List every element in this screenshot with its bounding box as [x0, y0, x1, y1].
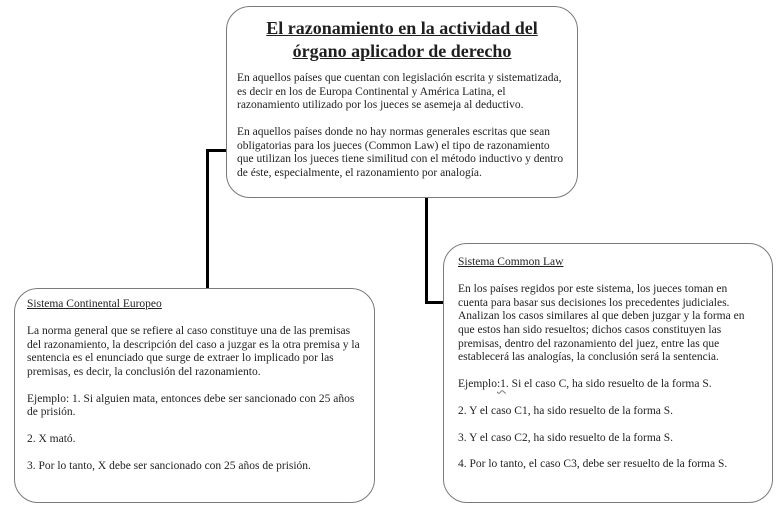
left-box-example-line-1: Ejemplo: 1. Si alguien mata, entonces debe ser sancionado con 25 años de prisión. — [27, 392, 355, 419]
right-box-example-line-4: 4. Por lo tanto, el caso C3, debe ser resuelto de la forma S. — [458, 458, 728, 471]
connector-right-elbow-vertical — [425, 196, 428, 304]
top-box-paragraph-1: En aquellos países que cuentan con legislación escrita y sistematizada, es decir en los de Europa Continental y América Latina, el razonamiento utilizado por los jueces se asemeja al deductivo. — [237, 71, 562, 112]
right-box-paragraph: En los países regidos por este sistema, los jueces toman en cuenta para basar sus decisiones los precedentes judiciales. Analizan los casos similares al que deben juzgar y la forma en que estos han sido resueltos; dichos casos constituyen las premisas, dentro del razonamiento del juez, entre las que establecerá las analogías, la conclusión será la sentencia. — [458, 282, 745, 364]
top-box — [226, 6, 578, 198]
right-box-sistema-common-law — [443, 243, 773, 503]
right-box-example-suffix: . Si el caso C, ha sido resuelto de la forma S. — [505, 378, 712, 391]
connector-left-elbow-horizontal — [206, 149, 228, 152]
right-box-title: Sistema Common Law — [458, 256, 564, 268]
right-box-example-prefix: Ejemplo — [458, 378, 497, 391]
left-box-title: Sistema Continental Europeo — [27, 298, 162, 310]
right-box-example-line-1 — [458, 378, 760, 392]
right-box-example-line-3: 3. Y el caso C2, ha sido resuelto de la forma S. — [458, 431, 674, 444]
connector-right-elbow-horizontal — [425, 301, 445, 304]
left-box-paragraph: La norma general que se refiere al caso constituye una de las premisas del razonamiento, la descripción del caso a juzgar es la otra premisa y la sentencia es el enunciado que surge de extraer lo implicado por las premisas, es decir, la conclusión del razonamiento. — [27, 324, 360, 378]
top-box-title: El razonamiento en la actividad del órgano aplicador de derecho — [266, 18, 538, 62]
right-box-example-wavy-fragment: :1 — [496, 378, 506, 391]
left-box-sistema-continental-europeo — [14, 288, 375, 503]
right-box-example-line-2: 2. Y el caso C1, ha sido resuelto de la forma S. — [458, 404, 674, 417]
top-box-paragraph-2: En aquellos países donde no hay normas generales escritas que sean obligatorias para los jueces (Common Law) el tipo de razonamiento que utilizan los jueces tiene similitud con el método inductivo y dentro de éste, especialmente, el razonamiento por analogía. — [237, 125, 564, 180]
left-box-example-line-3: 3. Por lo tanto, X debe ser sancionado con 25 años de prisión. — [27, 459, 311, 472]
left-box-example-line-2: 2. X mató. — [27, 433, 76, 446]
connector-left-elbow-vertical — [206, 149, 209, 289]
